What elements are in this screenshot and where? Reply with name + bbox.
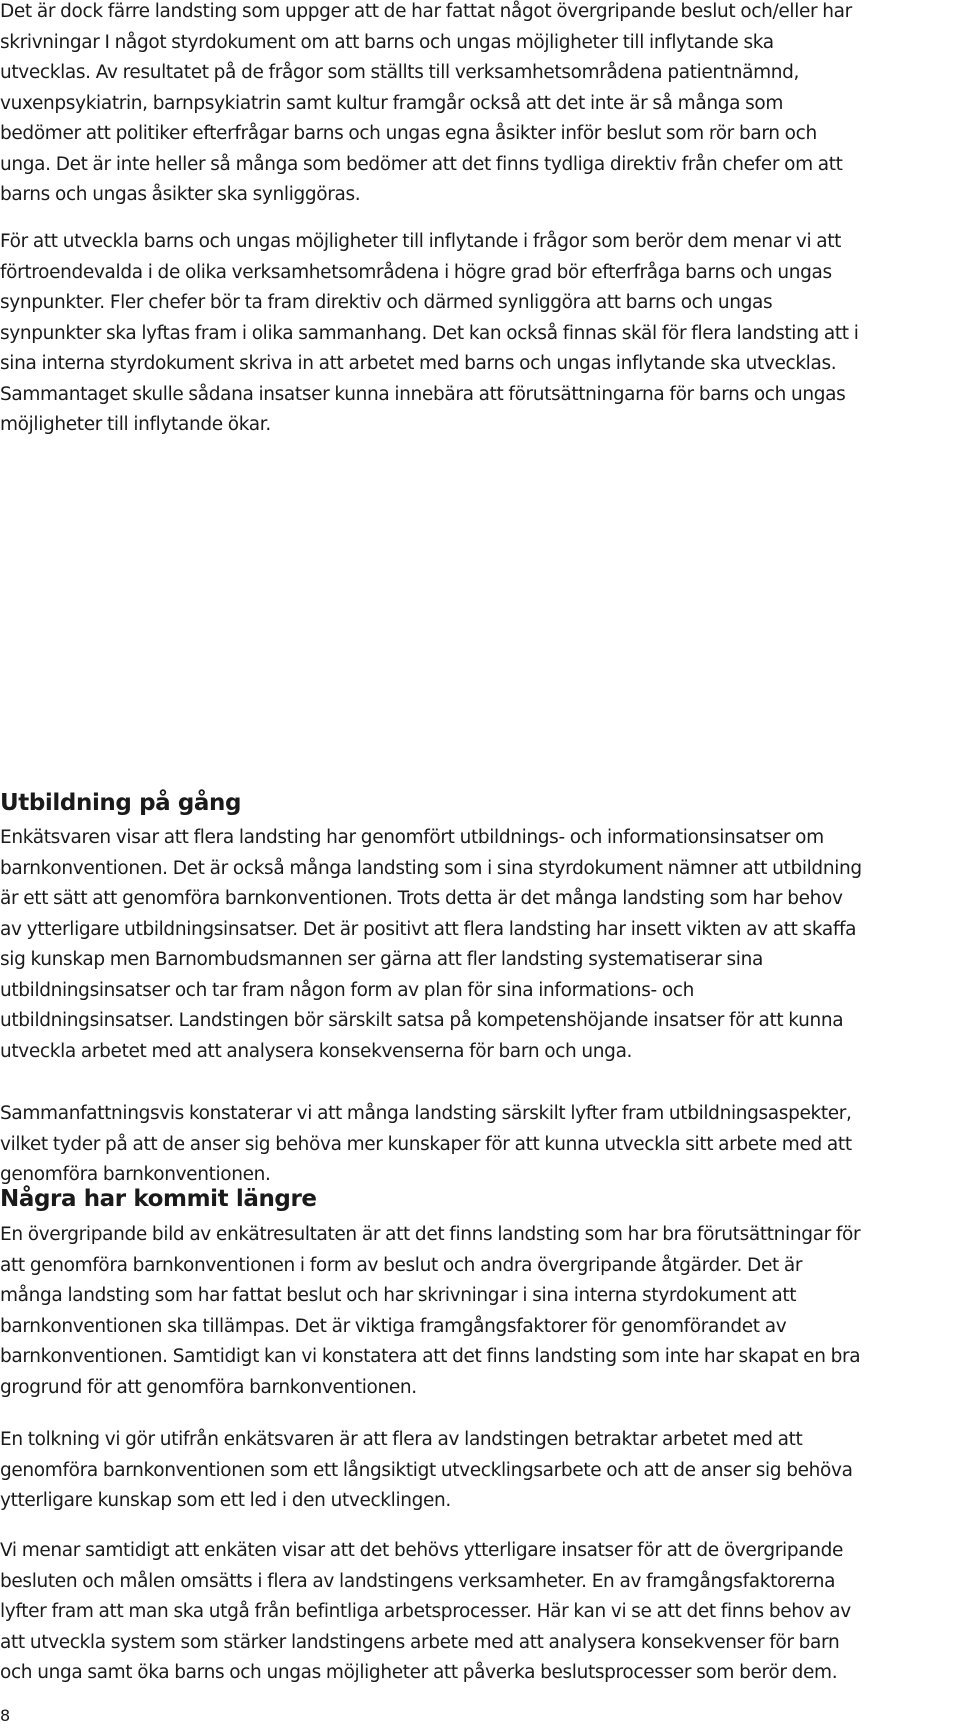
page-number: 8 bbox=[0, 1706, 11, 1725]
heading-education: Utbildning på gång bbox=[0, 790, 242, 816]
heading-further: Några har kommit längre bbox=[0, 1186, 317, 1212]
paragraph-develop: För att utveckla barns och ungas möjligheter till inflytande i frågor som berör dem menar vi att förtroendevalda i de olika verksamhetsområdena i högre grad bör efterfråga barns och ungas synpunkter. Fler chefer bör ta fram direktiv och därmed synliggöra att barns och ungas synpunkter ska lyftas fram i olika sammanhang. Det kan också finnas skäl för flera landsting att i sina interna styrdokument skriva in att arbetet med barns och ungas inflytande ska utvecklas. Sammantaget skulle sådana insatser kunna innebära att förutsättningarna för barns och ungas möjligheter till inflytande ökar. bbox=[0, 231, 859, 435]
paragraph-intro: Det är dock färre landsting som uppger att de har fattat något övergripande beslut och/eller har skrivningar I något styrdokument om att barns och ungas möjligheter till inflytande ska utvecklas. Av resultatet på de frågor som ställts till verksamhetsområdena patientnämnd, vuxenpsykiatrin, barnpsykiatrin samt kultur framgår också att det inte är så många som bedömer att politiker efterfrågar barns och ungas egna åsikter inför beslut som rör barn och unga. Det är inte heller så många som bedömer att det finns tydliga direktiv från chefer om att barns och ungas åsikter ska synliggöras. bbox=[0, 1, 852, 205]
paragraph-education-2: Sammanfattningsvis konstaterar vi att många landsting särskilt lyfter fram utbildningsaspekter, vilket tyder på att de anser sig behöva mer kunskaper för att kunna utveckla sitt arbete med att genomföra barnkonventionen. bbox=[0, 1103, 852, 1185]
paragraph-further-1: En övergripande bild av enkätresultaten är att det finns landsting som har bra förutsättningar för att genomföra barnkonventionen i form av beslut och andra övergripande åtgärder. Det är många landsting som har fattat beslut och har skrivningar i sina interna styrdokument att barnkonventionen ska tillämpas. Det är viktiga framgångsfaktorer för genomförandet av barnkonventionen. Samtidigt kan vi konstatera att det finns landsting som inte har skapat en bra grogrund för att genomföra barnkonventionen. bbox=[0, 1224, 861, 1398]
paragraph-education-1: Enkätsvaren visar att flera landsting har genomfört utbildnings- och informationsinsatser om barnkonventionen. Det är också många landsting som i sina styrdokument nämner att utbildning är ett sätt att genomföra barnkonventionen. Trots detta är det många landsting som har behov av ytterligare utbildningsinsatser. Det är positivt att flera landsting har insett vikten av att skaffa sig kunskap men Barnombudsmannen ser gärna att fler landsting systematiserar sina utbildningsinsatser och tar fram någon form av plan för sina informations- och utbildningsinsatser. Landstingen bör särskilt satsa på kompetenshöjande insatser för att kunna utveckla arbetet med att analysera konsekvenserna för barn och unga. bbox=[0, 827, 862, 1062]
paragraph-further-2: En tolkning vi gör utifrån enkätsvaren är att flera av landstingen betraktar arbetet med att genomföra barnkonventionen som ett långsiktigt utvecklingsarbete och att de anser sig behöva ytterligare kunskap som ett led i den utvecklingen. bbox=[0, 1429, 853, 1511]
paragraph-further-3: Vi menar samtidigt att enkäten visar att det behövs ytterligare insatser för att de övergripande besluten och målen omsätts i flera av landstingens verksamheter. En av framgångsfaktorerna lyfter fram att man ska utgå från befintliga arbetsprocesser. Här kan vi se att det finns behov av att utveckla system som stärker landstingens arbete med att analysera konsekvenser för barn och unga samt öka barns och ungas möjligheter att påverka beslutsprocesser som berör dem. bbox=[0, 1540, 851, 1683]
